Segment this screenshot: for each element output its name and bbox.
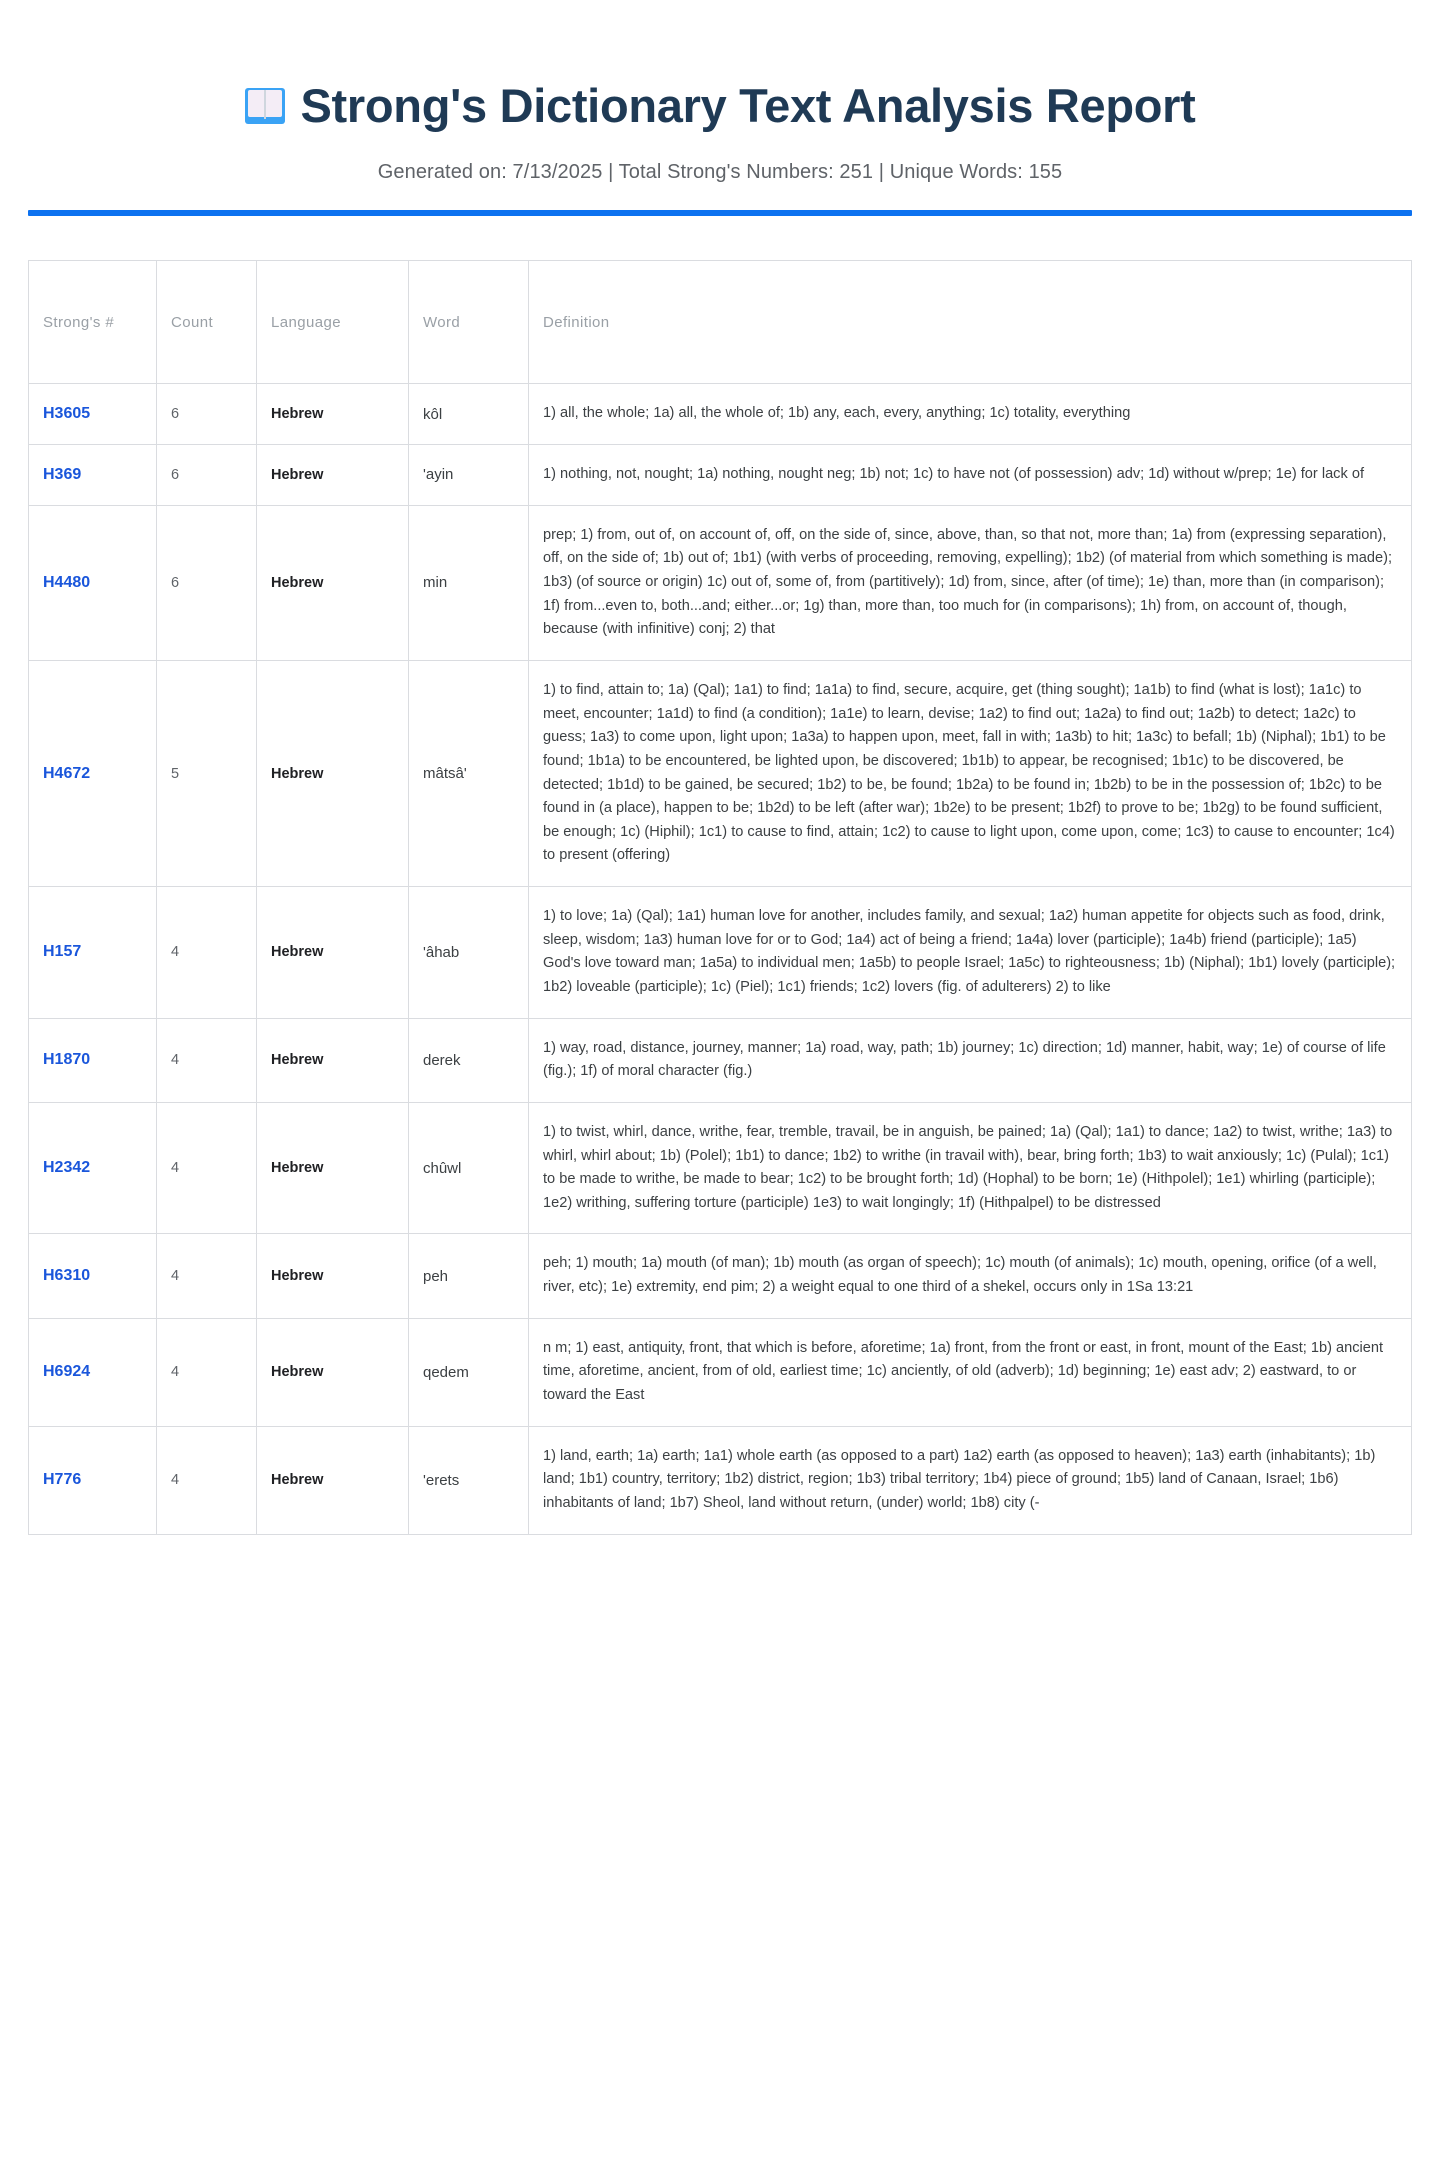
table-row: [29, 1102, 1412, 1234]
table-head: [29, 261, 1412, 384]
definition-text: 1) all, the whole; 1a) all, the whole of; 1b) any, each, every, anything; 1c) totality, everything: [529, 384, 1412, 445]
transliterated-word: derek: [409, 1018, 529, 1102]
transliterated-word: kôl: [409, 384, 529, 445]
definition-text: 1) nothing, not, nought; 1a) nothing, nought neg; 1b) not; 1c) to have not (of possession) adv; 1d) without w/prep; 1e) for lack of: [529, 445, 1412, 506]
definition-text: prep; 1) from, out of, on account of, off, on the side of, since, above, than, so that not, more than; 1a) from (expressing separation), off, on the side of; 1b) out of; 1b1) (with verbs of proceeding, removing, expelling); 1b2) (of material from which something is made); 1b3) (of source or origin) 1c) out of, some of, from (partitively); 1d) from, since, after (of time); 1e) than, more than (in comparison); 1f) from...even to, both...and; either...or; 1g) than, more than, too much for (in comparisons); 1h) from, on account of, though, because (with infinitive) conj; 2) that: [529, 505, 1412, 660]
strongs-number[interactable]: H369: [29, 445, 157, 506]
strongs-number[interactable]: H157: [29, 887, 157, 1019]
definition-text: 1) to find, attain to; 1a) (Qal); 1a1) to find; 1a1a) to find, secure, acquire, get (thing sought); 1a1b) to find (what is lost); 1a1c) to meet, encounter; 1a1d) to find (a condition); 1a1e) to learn, devise; 1a2) to find out; 1a2a) to find out; 1a2b) to detect; 1a2c) to guess; 1a3) to come upon, light upon; 1a3a) to happen upon, meet, fall in with; 1a3b) to hit; 1a3c) to befall; 1b) (Niphal); 1b1) to be found; 1b1a) to be encountered, be lighted upon, be discovered; 1b1b) to appear, be recognised; 1b1c) to be discovered, be detected; 1b1d) to be gained, be secured; 1b2) to be, be found; 1b2a) to be found in; 1b2b) to be in the possession of; 1b2c) to be found in (a place), happen to be; 1b2d) to be left (after war); 1b2e) to be present; 1b2f) to prove to be; 1b2g) to be found sufficient, be enough; 1c) (Hiphil); 1c1) to cause to find, attain; 1c2) to cause to light upon, come upon, come; 1c3) to cause to encounter; 1c4) to present (offering): [529, 660, 1412, 886]
language-label: Hebrew: [257, 887, 409, 1019]
strongs-number[interactable]: H4672: [29, 660, 157, 886]
definition-text: 1) way, road, distance, journey, manner; 1a) road, way, path; 1b) journey; 1c) direction; 1d) manner, habit, way; 1e) of course of life (fig.); 1f) of moral character (fig.): [529, 1018, 1412, 1102]
transliterated-word: 'âhab: [409, 887, 529, 1019]
transliterated-word: peh: [409, 1234, 529, 1318]
table-header-row: [29, 261, 1412, 384]
strongs-number[interactable]: H6310: [29, 1234, 157, 1318]
transliterated-word: chûwl: [409, 1102, 529, 1234]
table-row: [29, 660, 1412, 886]
definition-text: n m; 1) east, antiquity, front, that which is before, aforetime; 1a) front, from the front or east, in front, mount of the East; 1b) ancient time, aforetime, ancient, from of old, earliest time; 1c) anciently, of old (adverb); 1d) beginning; 1e) east adv; 2) eastward, to or toward the East: [529, 1318, 1412, 1426]
strongs-number[interactable]: H2342: [29, 1102, 157, 1234]
occurrence-count: 6: [157, 384, 257, 445]
occurrence-count: 4: [157, 1102, 257, 1234]
definition-text: 1) to twist, whirl, dance, writhe, fear, tremble, travail, be in anguish, be pained; 1a) (Qal); 1a1) to dance; 1a2) to twist, writhe; 1a3) to whirl, whirl about; 1b) (Polel); 1b1) to dance; 1b2) to writhe (in travail with), bear, bring forth; 1b3) to wait anxiously; 1c) (Pulal); 1c1) to be made to writhe, be made to bear; 1c2) to be brought forth; 1d) (Hophal) to be born; 1e) (Hithpolel); 1e1) whirling (participle); 1e2) writhing, suffering torture (participle) 1e3) to wait longingly; 1f) (Hithpalpel) to be distressed: [529, 1102, 1412, 1234]
occurrence-count: 6: [157, 505, 257, 660]
table-row: [29, 1234, 1412, 1318]
column-header-strongs: Strong's #: [29, 261, 157, 384]
transliterated-word: qedem: [409, 1318, 529, 1426]
strongs-number[interactable]: H1870: [29, 1018, 157, 1102]
report-meta-subtitle: Generated on: 7/13/2025 | Total Strong's Numbers: 251 | Unique Words: 155: [377, 161, 1063, 184]
open-book-icon: [245, 88, 285, 124]
strongs-number[interactable]: H4480: [29, 505, 157, 660]
language-label: Hebrew: [257, 384, 409, 445]
column-header-count: Count: [157, 261, 257, 384]
column-header-language: Language: [257, 261, 409, 384]
occurrence-count: 4: [157, 1234, 257, 1318]
table-row: [29, 505, 1412, 660]
page-title: [28, 78, 1412, 133]
transliterated-word: 'erets: [409, 1426, 529, 1534]
transliterated-word: 'ayin: [409, 445, 529, 506]
header-divider: [28, 210, 1412, 216]
table-row: [29, 887, 1412, 1019]
definition-text: peh; 1) mouth; 1a) mouth (of man); 1b) mouth (as organ of speech); 1c) mouth (of animals); 1c) mouth, opening, orifice (of a well, river, etc); 1e) extremity, end pim; 2) a weight equal to one third of a shekel, occurs only in 1Sa 13:21: [529, 1234, 1412, 1318]
strongs-number[interactable]: H776: [29, 1426, 157, 1534]
language-label: Hebrew: [257, 1318, 409, 1426]
definition-text: 1) land, earth; 1a) earth; 1a1) whole earth (as opposed to a part) 1a2) earth (as opposed to heaven); 1a3) earth (inhabitants); 1b) land; 1b1) country, territory; 1b2) district, region; 1b3) tribal territory; 1b4) piece of ground; 1b5) land of Canaan, Israel; 1b6) inhabitants of land; 1b7) Sheol, land without return, (under) world; 1b8) city (-: [529, 1426, 1412, 1534]
table-row: [29, 1018, 1412, 1102]
occurrence-count: 6: [157, 445, 257, 506]
page-title-text: Strong's Dictionary Text Analysis Report: [300, 79, 1196, 132]
table-body: [29, 384, 1412, 1534]
transliterated-word: mâtsâ': [409, 660, 529, 886]
occurrence-count: 5: [157, 660, 257, 886]
language-label: Hebrew: [257, 445, 409, 506]
occurrence-count: 4: [157, 1318, 257, 1426]
table-row: [29, 384, 1412, 445]
language-label: Hebrew: [257, 1426, 409, 1534]
transliterated-word: min: [409, 505, 529, 660]
strongs-table: [28, 260, 1412, 1534]
occurrence-count: 4: [157, 887, 257, 1019]
strongs-table-container: [28, 260, 1412, 1534]
occurrence-count: 4: [157, 1426, 257, 1534]
language-label: Hebrew: [257, 660, 409, 886]
strongs-number[interactable]: H6924: [29, 1318, 157, 1426]
language-label: Hebrew: [257, 1018, 409, 1102]
column-header-definition: Definition: [529, 261, 1412, 384]
definition-text: 1) to love; 1a) (Qal); 1a1) human love for another, includes family, and sexual; 1a2) human appetite for objects such as food, drink, sleep, wisdom; 1a3) human love for or to God; 1a4) act of being a friend; 1a4a) lover (participle); 1a4b) friend (participle); 1a5) God's love toward man; 1a5a) to individual men; 1a5b) to people Israel; 1a5c) to righteousness; 1b) (Niphal); 1b1) lovely (participle); 1b2) loveable (participle); 1c) (Piel); 1c1) friends; 1c2) lovers (fig. of adulterers) 2) to like: [529, 887, 1412, 1019]
language-label: Hebrew: [257, 1234, 409, 1318]
table-row: [29, 1426, 1412, 1534]
strongs-number[interactable]: H3605: [29, 384, 157, 445]
language-label: Hebrew: [257, 1102, 409, 1234]
language-label: Hebrew: [257, 505, 409, 660]
column-header-word: Word: [409, 261, 529, 384]
report-header: [28, 0, 1412, 216]
table-row: [29, 445, 1412, 506]
occurrence-count: 4: [157, 1018, 257, 1102]
table-row: [29, 1318, 1412, 1426]
